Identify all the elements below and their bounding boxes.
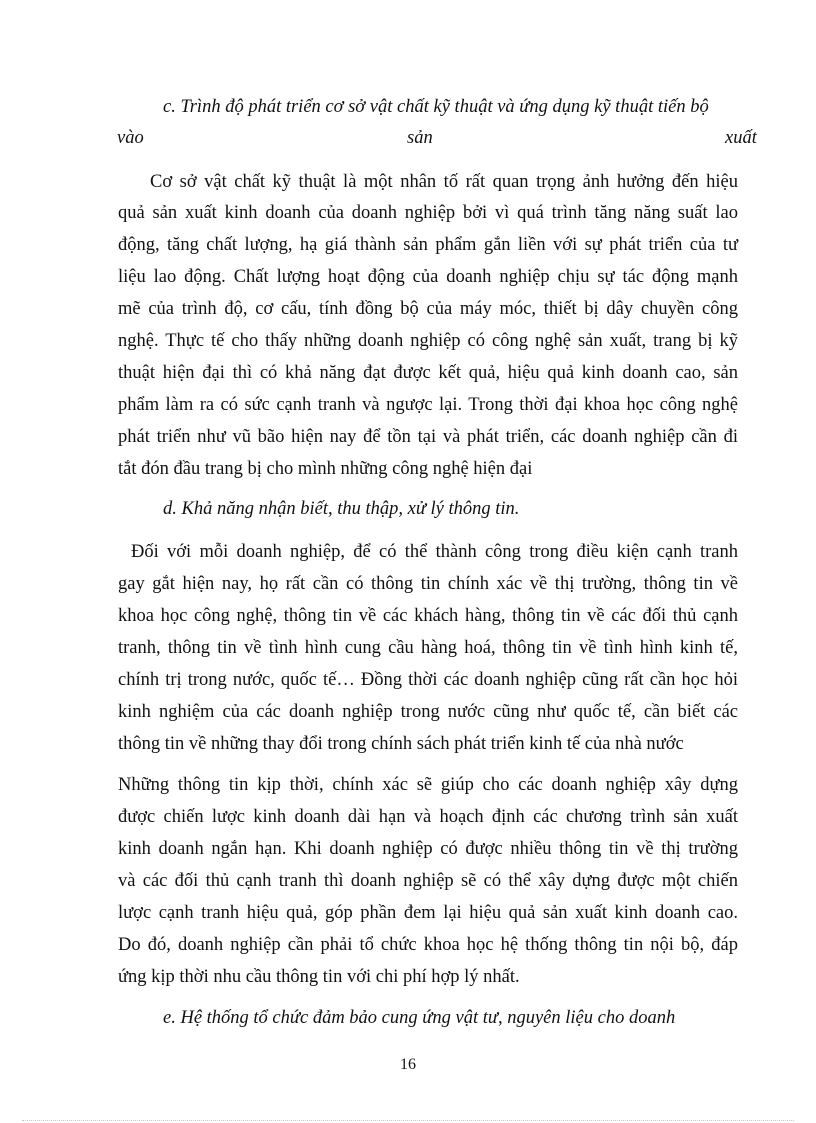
para3-line: và các đối thủ cạnh tranh thì doanh nghiệp sẽ có thể xây dựng được một chiến	[118, 871, 738, 891]
para1-line: liệu lao động. Chất lượng hoạt động của doanh nghiệp chịu sự tác động mạnh	[118, 267, 738, 287]
para1-line: tắt đón đầu trang bị cho mình những công nghệ hiện đại	[118, 459, 533, 479]
heading-c-line-1: c. Trình độ phát triển cơ sở vật chất kỹ thuật và ứng dụng kỹ thuật tiến bộ	[163, 97, 709, 117]
page-bottom-divider	[22, 1120, 794, 1121]
para3-line: lược cạnh tranh hiệu quả, góp phần đem lại hiệu quả sản xuất kinh doanh cao.	[118, 903, 738, 923]
para2-line: Đối với mỗi doanh nghiệp, để có thể thành công trong điều kiện cạnh tranh	[131, 542, 738, 562]
para2-line: kinh nghiệm của các doanh nghiệp trong nước cũng như quốc tế, cần biết các	[118, 702, 738, 722]
para1-line: Cơ sở vật chất kỹ thuật là một nhân tố rất quan trọng ảnh hưởng đến hiệu	[150, 172, 738, 192]
para2-line: gay gắt hiện nay, họ rất cần có thông tin chính xác về thị trường, thông tin về	[118, 574, 738, 594]
para2-line: tranh, thông tin về tình hình cung cầu hàng hoá, thông tin về tình hình kinh tế,	[118, 638, 738, 658]
para3-line: kinh doanh ngắn hạn. Khi doanh nghiệp có được nhiều thông tin về thị trường	[118, 839, 738, 859]
para3-line: được chiến lược kinh doanh dài hạn và hoạch định các chương trình sản xuất	[118, 807, 738, 827]
para2-line: khoa học công nghệ, thông tin về các khách hàng, thông tin về các đối thủ cạnh	[118, 606, 738, 626]
heading-c-line-2-word-1: vào	[117, 128, 144, 148]
para1-line: nghệ. Thực tế cho thấy những doanh nghiệp có công nghệ sản xuất, trang bị kỹ	[118, 331, 738, 351]
para1-line: động, tăng chất lượng, hạ giá thành sản phẩm gắn liền với sự phát triển của tư	[118, 235, 738, 255]
heading-e: e. Hệ thống tổ chức đảm bảo cung ứng vật tư, nguyên liệu cho doanh	[163, 1008, 676, 1028]
para1-line: phẩm làm ra có sức cạnh tranh và ngược lại. Trong thời đại khoa học công nghệ	[118, 395, 738, 415]
para1-line: quả sản xuất kinh doanh của doanh nghiệp bởi vì quá trình tăng năng suất lao	[118, 203, 738, 223]
para3-line: ứng kịp thời nhu cầu thông tin với chi phí hợp lý nhất.	[118, 967, 520, 987]
para2-line: thông tin về những thay đổi trong chính sách phát triển kinh tế của nhà nước	[118, 734, 684, 754]
para1-line: thuật hiện đại thì có khả năng đạt được kết quả, hiệu quả kinh doanh cao, sản	[118, 363, 738, 383]
para3-line: Những thông tin kịp thời, chính xác sẽ giúp cho các doanh nghiệp xây dựng	[118, 775, 738, 795]
para2-line: chính trị trong nước, quốc tế… Đồng thời các doanh nghiệp cũng rất cần học hỏi	[118, 670, 738, 690]
heading-c-line-2-word-2: sản	[407, 128, 433, 148]
para1-line: phát triển như vũ bão hiện nay để tồn tại và phát triển, các doanh nghiệp cần đi	[118, 427, 738, 447]
heading-d: d. Khả năng nhận biết, thu thập, xử lý thông tin.	[163, 499, 520, 519]
para1-line: mẽ của trình độ, cơ cấu, tính đồng bộ của máy móc, thiết bị dây chuyền công	[118, 299, 738, 319]
page-number: 16	[400, 1056, 416, 1073]
para3-line: Do đó, doanh nghiệp cần phải tổ chức khoa học hệ thống thông tin nội bộ, đáp	[118, 935, 738, 955]
heading-c-line-2-word-3: xuất	[725, 128, 757, 148]
